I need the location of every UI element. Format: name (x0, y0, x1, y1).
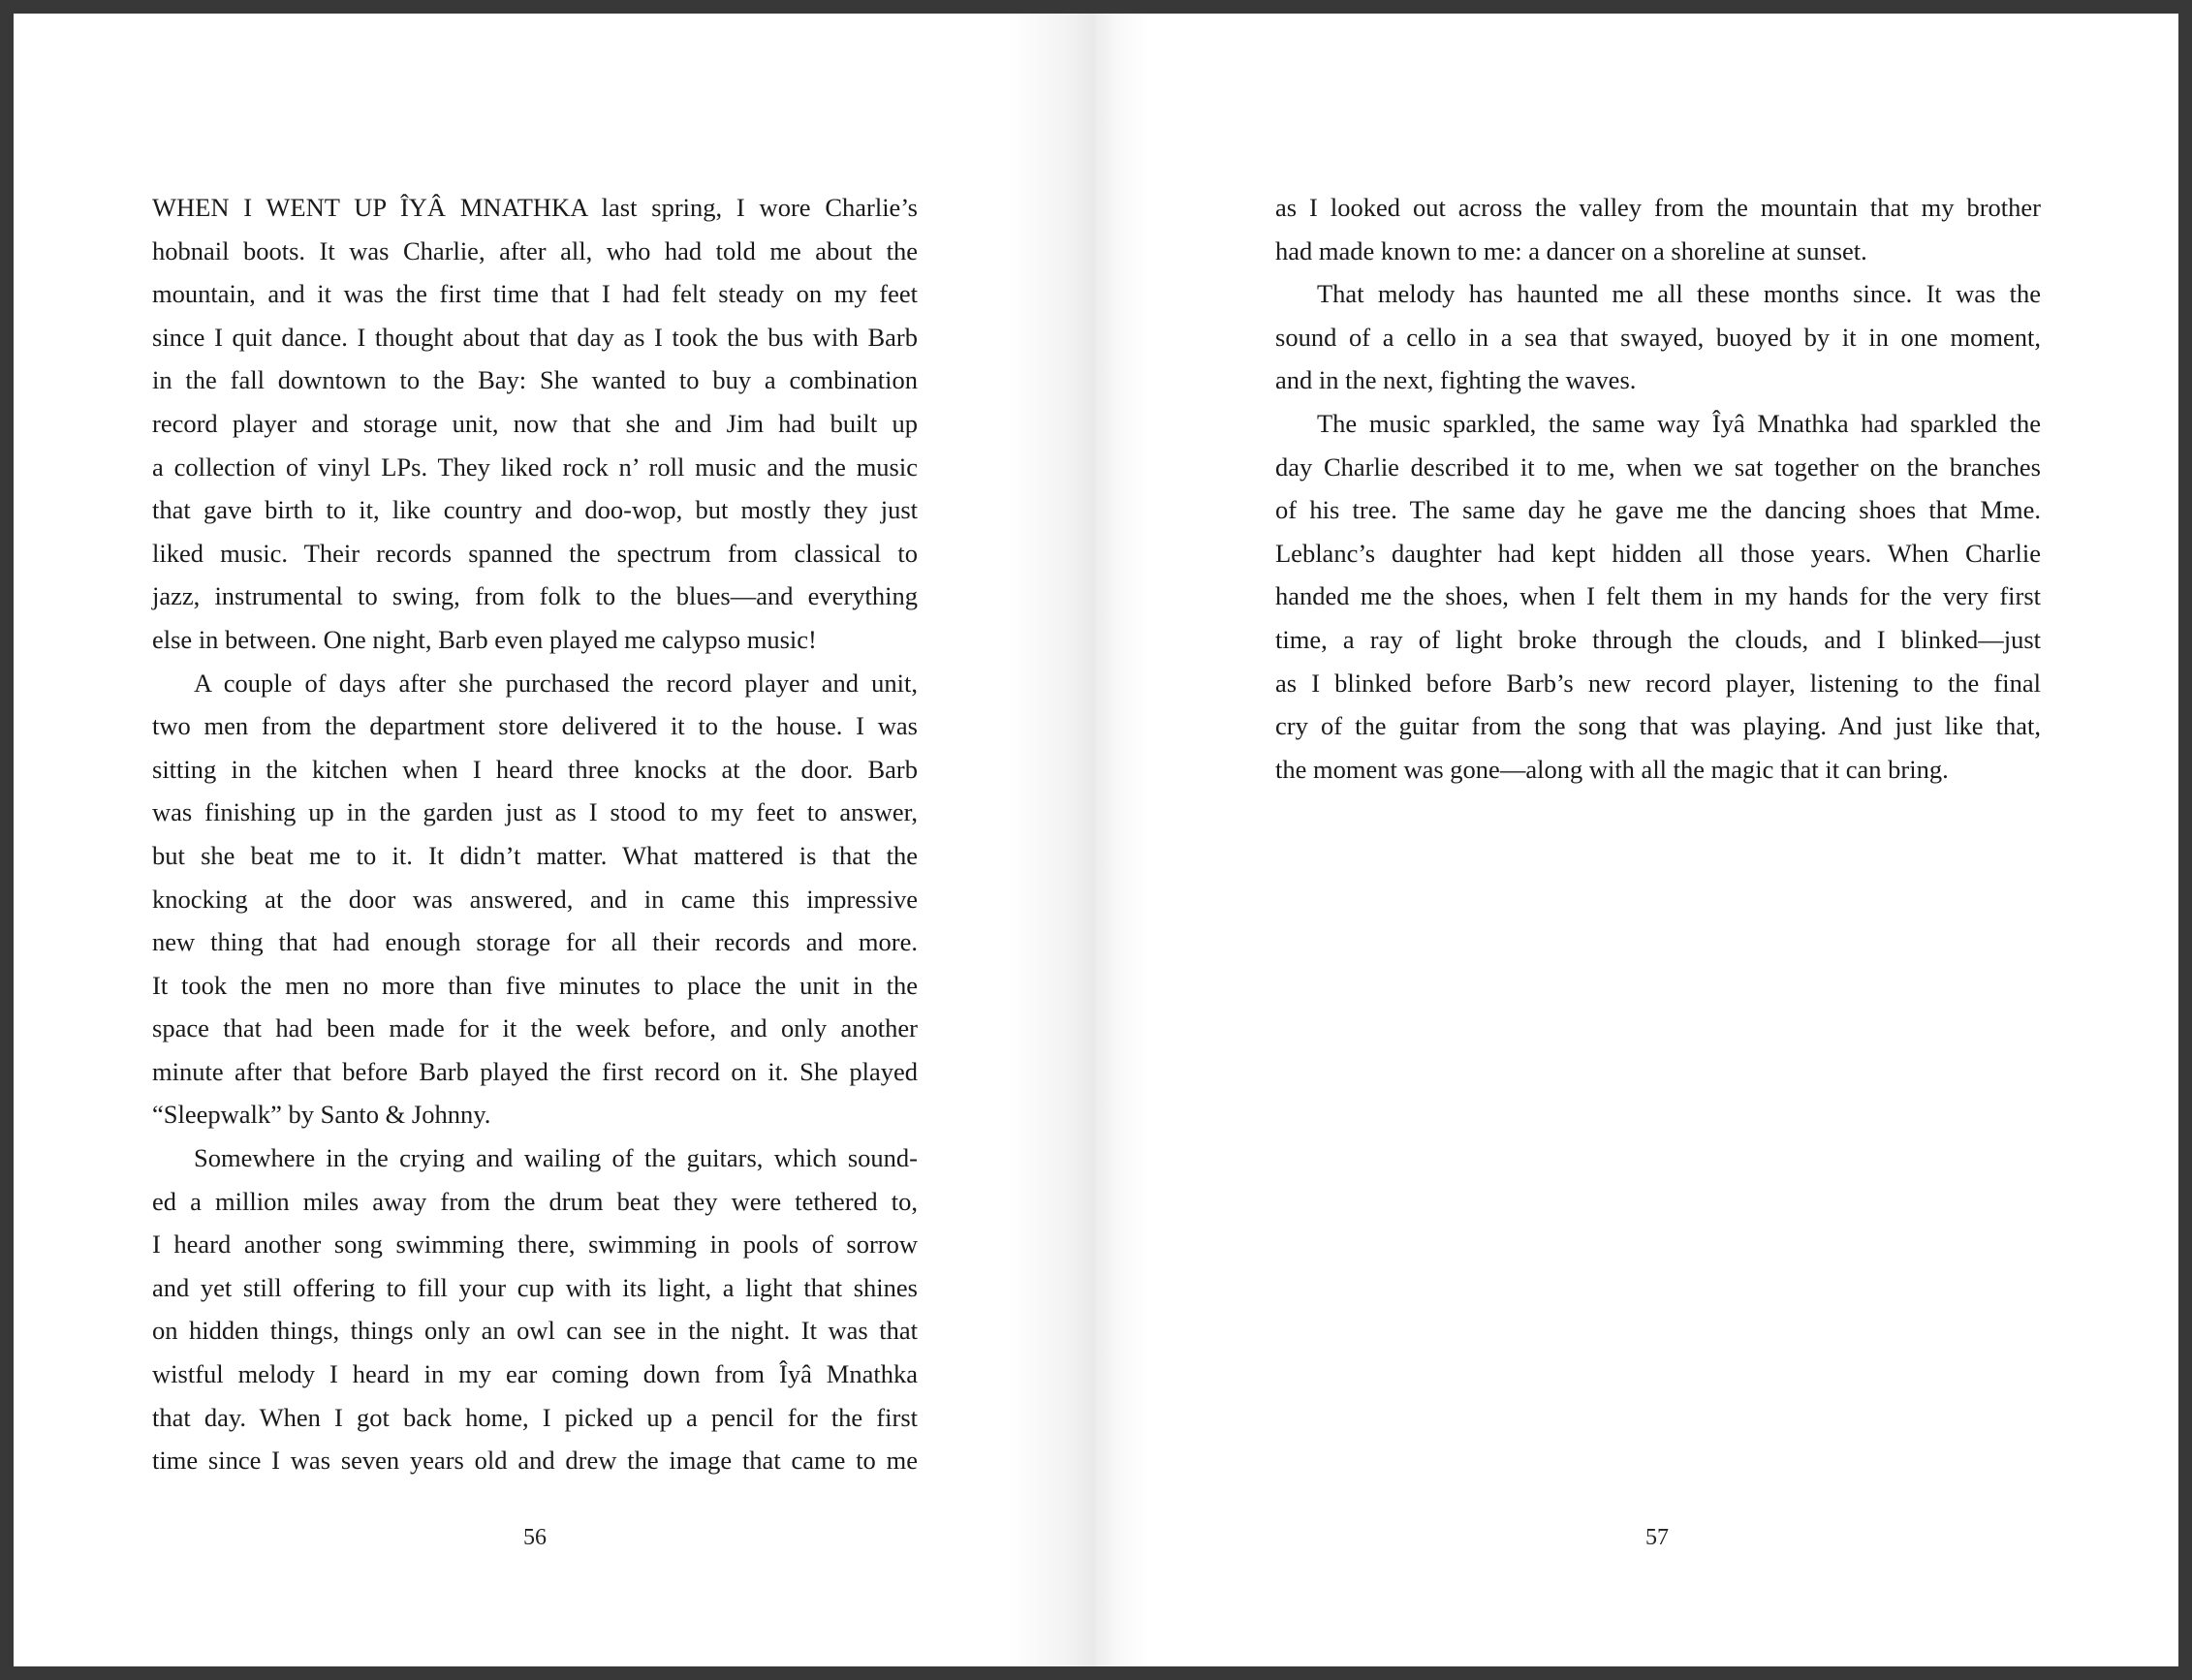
text-line: day Charlie described it to me, when we sat together on the branches (1275, 451, 2041, 482)
text-line: time since I was seven years old and drew the image that came to me (152, 1446, 918, 1476)
right-page (1095, 14, 2178, 1666)
text-line: time, a ray of light broke through the clouds, and I blinked—just (1275, 624, 2041, 654)
text-line: hobnail boots. It was Charlie, after all, who had told me about the (152, 235, 918, 265)
text-line: jazz, instrumental to swing, from folk to the blues—and everything (152, 581, 918, 611)
text-line: WHEN I WENT UP ÎYÂ MNATHKA last spring, I wore Charlie’s (152, 193, 918, 222)
page-text (1275, 186, 2041, 791)
page-text (152, 186, 918, 1482)
text-line: knocking at the door was answered, and in came this impressive (152, 884, 918, 914)
text-line: wistful melody I heard in my ear coming down from Îyâ Mnathka (152, 1359, 918, 1389)
text-line: two men from the department store delivered it to the house. I was (152, 711, 918, 741)
paragraph (152, 1136, 918, 1482)
text-line: was finishing up in the garden just as I stood to my feet to answer, (152, 797, 918, 827)
paragraph (1275, 272, 2041, 402)
text-line: of his tree. The same day he gave me the dancing shoes that Mme. (1275, 495, 2041, 525)
page-number: 57 (1645, 1525, 1669, 1550)
text-line: but she beat me to it. It didn’t matter. What mattered is that the (152, 840, 918, 870)
text-line: in the fall downtown to the Bay: She wanted to buy a combination (152, 365, 918, 395)
paragraph (1275, 186, 2041, 272)
text-line: and in the next, fighting the waves. (1275, 365, 1637, 395)
paragraph (152, 662, 918, 1137)
text-line: handed me the shoes, when I felt them in my hands for the very first (1275, 581, 2041, 611)
text-line: mountain, and it was the first time that I had felt steady on my feet (152, 279, 918, 309)
text-line: as I looked out across the valley from the mountain that my brother (1275, 193, 2041, 222)
text-line: that day. When I got back home, I picked up a pencil for the first (152, 1402, 918, 1432)
text-line: and yet still offering to fill your cup with its light, a light that shines (152, 1272, 918, 1302)
paragraph (152, 186, 918, 662)
text-line: since I quit dance. I thought about that day as I took the bus with Barb (152, 322, 918, 352)
text-line: space that had been made for it the week before, and only another (152, 1013, 918, 1043)
paragraph (1275, 402, 2041, 791)
text-line: “Sleepwalk” by Santo & Johnny. (152, 1100, 491, 1130)
text-line: Leblanc’s daughter had kept hidden all those years. When Charlie (1275, 538, 2041, 568)
text-line: on hidden things, things only an owl can see in the night. It was that (152, 1316, 918, 1346)
text-line: liked music. Their records spanned the spectrum from classical to (152, 538, 918, 568)
text-line: else in between. One night, Barb even played me calypso music! (152, 624, 817, 654)
text-line: minute after that before Barb played the first record on it. She played (152, 1056, 918, 1086)
text-line: The music sparkled, the same way Îyâ Mnathka had sparkled the (1317, 408, 2041, 438)
text-line: sitting in the kitchen when I heard three knocks at the door. Barb (152, 754, 918, 784)
text-line: It took the men no more than five minutes to place the unit in the (152, 970, 918, 1000)
text-line: had made known to me: a dancer on a shoreline at sunset. (1275, 235, 1867, 265)
text-line: that gave birth to it, like country and doo-wop, but mostly they just (152, 495, 918, 525)
text-line: That melody has haunted me all these months since. It was the (1317, 279, 2041, 309)
text-line: A couple of days after she purchased the record player and unit, (194, 668, 918, 698)
page-number: 56 (523, 1525, 547, 1550)
text-line: cry of the guitar from the song that was playing. And just like that, (1275, 711, 2041, 741)
text-line: ed a million miles away from the drum beat they were tethered to, (152, 1186, 918, 1216)
left-page (14, 14, 1095, 1666)
text-line: as I blinked before Barb’s new record player, listening to the final (1275, 668, 2041, 698)
text-line: Somewhere in the crying and wailing of the guitars, which sound- (194, 1143, 918, 1173)
text-line: the moment was gone—along with all the magic that it can bring. (1275, 754, 1949, 784)
text-line: I heard another song swimming there, swimming in pools of sorrow (152, 1229, 918, 1260)
text-line: a collection of vinyl LPs. They liked rock n’ roll music and the music (152, 451, 918, 482)
text-line: new thing that had enough storage for all their records and more. (152, 927, 918, 957)
text-line: sound of a cello in a sea that swayed, buoyed by it in one moment, (1275, 322, 2041, 352)
text-line: record player and storage unit, now that she and Jim had built up (152, 408, 918, 438)
